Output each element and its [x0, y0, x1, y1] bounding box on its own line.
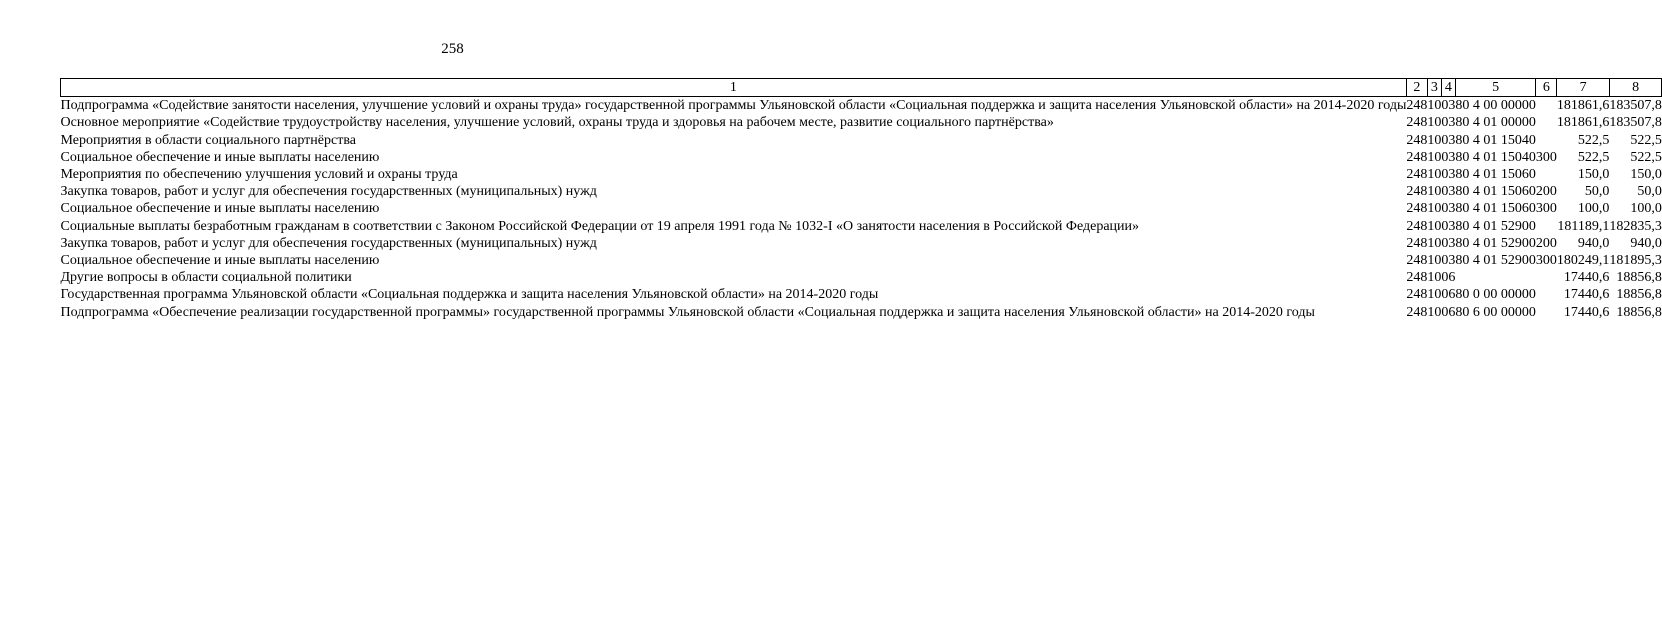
- section-code: 10: [1427, 184, 1442, 200]
- expense-type-code: [1536, 97, 1557, 115]
- budget-table: [60, 78, 1662, 321]
- amount-col-8: 150,0: [1630, 167, 1662, 183]
- header-cell: 1: [61, 79, 1407, 97]
- target-article-code: 80 4 01 15060: [1455, 201, 1536, 217]
- table-row: [61, 114, 1662, 131]
- section-code: 10: [1427, 253, 1442, 269]
- subsection-code: 03: [1441, 184, 1456, 200]
- target-article-code: 80 4 01 15060: [1455, 167, 1536, 183]
- section-code: 10: [1427, 149, 1442, 165]
- item-name: Социальные выплаты безработным гражданам в соответствии с Законом Российской Федерации от 19 апреля 1991 года № 1032-I «О занятости населения в Российской Федерации»: [60, 218, 1140, 234]
- target-article-code: 80 4 01 52900: [1455, 253, 1536, 269]
- table-row: [61, 235, 1662, 252]
- amount-col-8: 182835,3: [1609, 218, 1662, 234]
- table-row: [61, 200, 1662, 217]
- expense-type-code: [1536, 286, 1557, 303]
- table-row: [61, 286, 1662, 303]
- subsection-code: 03: [1441, 235, 1456, 251]
- ministry-code: 248: [1406, 201, 1428, 217]
- item-name: Социальное обеспечение и иные выплаты населению: [60, 201, 380, 217]
- expense-type-code: 200: [1535, 184, 1557, 200]
- item-name: Закупка товаров, работ и услуг для обеспечения государственных (муниципальных) нужд: [60, 235, 597, 251]
- amount-col-7: 17440,6: [1563, 287, 1610, 303]
- section-code: 10: [1427, 115, 1442, 131]
- table-row: [61, 149, 1662, 166]
- subsection-code: 03: [1441, 149, 1456, 165]
- amount-col-7: 50,0: [1584, 184, 1610, 200]
- section-code: 10: [1427, 270, 1442, 286]
- page-number: 258: [441, 41, 464, 57]
- table-row: [61, 97, 1662, 115]
- amount-col-8: 18856,8: [1616, 304, 1662, 320]
- amount-col-8: 183507,8: [1609, 98, 1662, 114]
- subsection-code: 03: [1441, 218, 1456, 234]
- amount-col-8: 522,5: [1630, 149, 1662, 165]
- amount-col-7: 17440,6: [1563, 304, 1610, 320]
- target-article-code: 80 4 01 00000: [1455, 115, 1536, 131]
- amount-col-7: 17440,6: [1563, 270, 1610, 286]
- expense-type-code: 200: [1535, 235, 1557, 251]
- expense-type-code: [1536, 218, 1557, 235]
- ministry-code: 248: [1406, 149, 1428, 165]
- header-cell: 3: [1427, 79, 1441, 97]
- target-article-code: 80 0 00 00000: [1455, 287, 1536, 303]
- target-article-code: 80 4 01 15040: [1455, 132, 1536, 148]
- amount-col-7: 181189,1: [1557, 218, 1610, 234]
- target-article-code: [1455, 269, 1536, 286]
- subsection-code: 06: [1441, 304, 1456, 320]
- subsection-code: 03: [1441, 132, 1456, 148]
- table-row: [61, 269, 1662, 286]
- header-cell: 6: [1536, 79, 1557, 97]
- amount-col-8: 181895,3: [1609, 253, 1662, 269]
- amount-col-7: 522,5: [1577, 149, 1610, 165]
- subsection-code: 06: [1441, 287, 1456, 303]
- header-cell: 7: [1557, 79, 1610, 97]
- amount-col-8: 50,0: [1637, 184, 1662, 200]
- target-article-code: 80 4 01 52900: [1455, 218, 1536, 234]
- table-row: [61, 252, 1662, 269]
- target-article-code: 80 4 01 52900: [1455, 235, 1536, 251]
- item-name: Другие вопросы в области социальной политики: [60, 270, 352, 286]
- section-code: 10: [1427, 304, 1442, 320]
- ministry-code: 248: [1406, 287, 1428, 303]
- amount-col-7: 522,5: [1577, 132, 1610, 148]
- ministry-code: 248: [1406, 98, 1428, 114]
- amount-col-8: 940,0: [1630, 235, 1662, 251]
- item-name: Мероприятия в области социального партнёрства: [60, 132, 356, 148]
- ministry-code: 248: [1406, 184, 1428, 200]
- item-name: Мероприятия по обеспечению улучшения условий и охраны труда: [60, 167, 458, 183]
- header-cell: 2: [1406, 79, 1427, 97]
- subsection-code: 03: [1441, 167, 1456, 183]
- item-name: Подпрограмма «Обеспечение реализации государственной программы» государственной программы Ульяновской области «Социальная поддержка и защита населения Ульяновской области» на 2014-2020 годы: [60, 304, 1315, 320]
- amount-col-8: 100,0: [1630, 201, 1662, 217]
- target-article-code: 80 6 00 00000: [1455, 304, 1536, 320]
- header-cell: 4: [1441, 79, 1455, 97]
- ministry-code: 248: [1406, 270, 1428, 286]
- expense-type-code: 300: [1535, 149, 1557, 165]
- section-code: 10: [1427, 218, 1442, 234]
- ministry-code: 248: [1406, 167, 1428, 183]
- amount-col-7: 181861,6: [1556, 98, 1610, 114]
- subsection-code: 03: [1441, 201, 1456, 217]
- expense-type-code: [1536, 166, 1557, 183]
- ministry-code: 248: [1406, 132, 1428, 148]
- subsection-code: 03: [1441, 115, 1456, 131]
- item-name: Социальное обеспечение и иные выплаты населению: [60, 149, 380, 165]
- target-article-code: 80 4 01 15060: [1455, 184, 1536, 200]
- amount-col-8: 522,5: [1630, 132, 1662, 148]
- ministry-code: 248: [1406, 218, 1428, 234]
- section-code: 10: [1427, 235, 1442, 251]
- item-name: Закупка товаров, работ и услуг для обеспечения государственных (муниципальных) нужд: [60, 184, 597, 200]
- amount-col-7: 181861,6: [1556, 115, 1610, 131]
- amount-col-7: 150,0: [1577, 167, 1610, 183]
- item-name: Государственная программа Ульяновской области «Социальная поддержка и защита населения Ульяновской области» на 2014-2020 годы: [60, 287, 879, 303]
- amount-col-8: 18856,8: [1616, 270, 1662, 286]
- amount-col-8: 18856,8: [1616, 287, 1662, 303]
- subsection-code: 03: [1441, 253, 1456, 269]
- expense-type-code: [1536, 269, 1557, 286]
- subsection-code: 06: [1441, 270, 1456, 286]
- expense-type-code: [1536, 114, 1557, 131]
- ministry-code: 248: [1406, 253, 1428, 269]
- item-name: Подпрограмма «Содействие занятости населения, улучшение условий и охраны труда» государственной программы Ульяновской области «Социальная поддержка и защита населения Ульяновской области» на 2014-2020 годы: [60, 98, 1407, 114]
- table-row: [61, 166, 1662, 183]
- section-code: 10: [1427, 167, 1442, 183]
- expense-type-code: [1536, 132, 1557, 149]
- amount-col-7: 100,0: [1577, 201, 1610, 217]
- ministry-code: 248: [1406, 115, 1428, 131]
- section-code: 10: [1427, 287, 1442, 303]
- expense-type-code: 300: [1535, 201, 1557, 217]
- expense-type-code: 300: [1535, 253, 1557, 269]
- table-row: [61, 304, 1662, 321]
- subsection-code: 03: [1441, 98, 1456, 114]
- expense-type-code: [1536, 304, 1557, 321]
- item-name: Социальное обеспечение и иные выплаты населению: [60, 253, 380, 269]
- amount-col-7: 180249,1: [1556, 253, 1610, 269]
- target-article-code: 80 4 00 00000: [1455, 98, 1536, 114]
- ministry-code: 248: [1406, 304, 1428, 320]
- header-cell: 8: [1609, 79, 1662, 97]
- table-row: [61, 218, 1662, 235]
- section-code: 10: [1427, 201, 1442, 217]
- header-cell: 5: [1455, 79, 1536, 97]
- table-row: [61, 132, 1662, 149]
- ministry-code: 248: [1406, 235, 1428, 251]
- table-row: [61, 183, 1662, 200]
- section-code: 10: [1427, 98, 1442, 114]
- section-code: 10: [1427, 132, 1442, 148]
- item-name: Основное мероприятие «Содействие трудоустройству населения, улучшение условий, охраны труда и здоровья на рабочем месте, развитие социального партнёрства»: [60, 115, 1054, 131]
- target-article-code: 80 4 01 15040: [1455, 149, 1536, 165]
- column-number-header: [61, 79, 1662, 97]
- amount-col-8: 183507,8: [1609, 115, 1662, 131]
- amount-col-7: 940,0: [1577, 235, 1610, 251]
